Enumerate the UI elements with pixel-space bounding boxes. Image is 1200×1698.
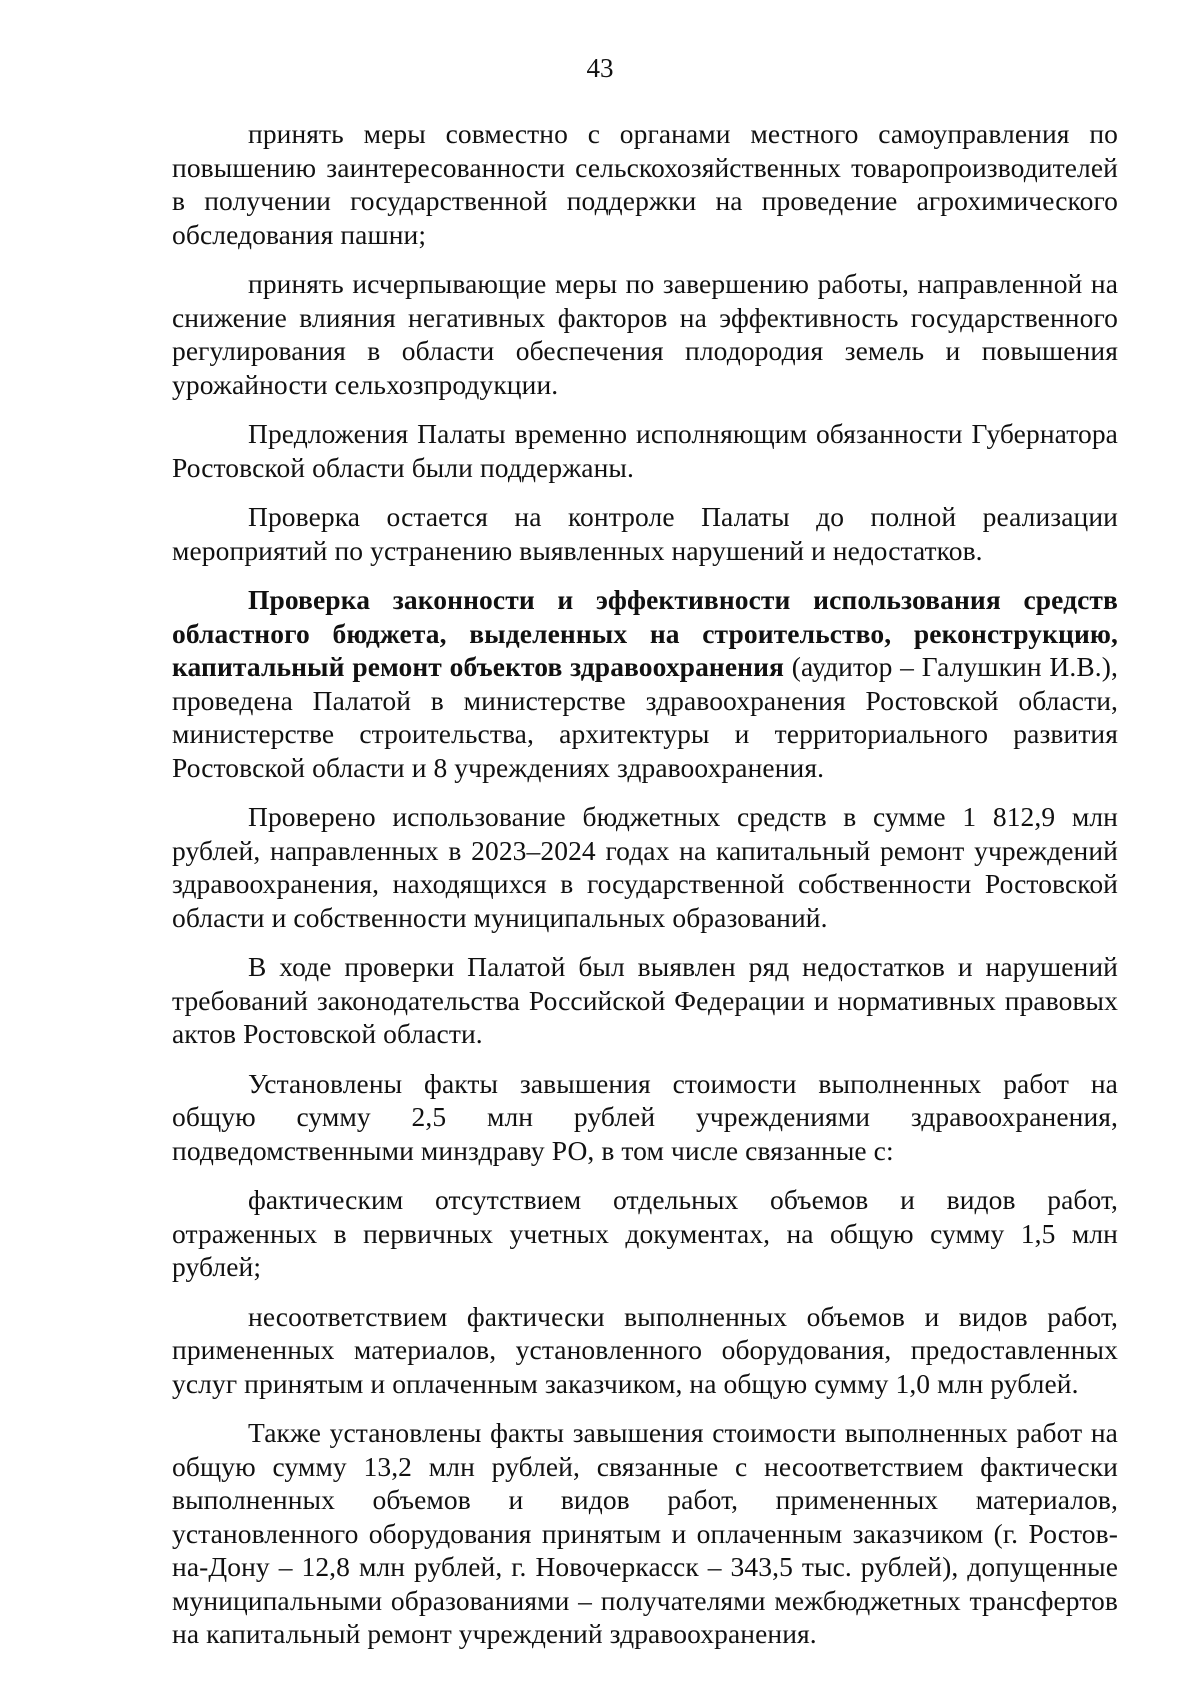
paragraph	[172, 1300, 1118, 1401]
page-number: 43	[586, 53, 614, 83]
paragraph-text: В ходе проверки Палатой был выявлен ряд недостатков и нарушений требований законодательства Российской Федерации и нормативных правовых актов Ростовской области.	[172, 951, 1118, 1049]
paragraph-text: Проверка остается на контроле Палаты до полной реализации мероприятий по устранению выявленных нарушений и недостатков.	[172, 501, 1118, 566]
paragraph-text: Установлены факты завышения стоимости выполненных работ на общую сумму 2,5 млн рублей учреждениями здравоохранения, подведомственными минздраву РО, в том числе связанные с:	[172, 1067, 1118, 1166]
paragraph-text: (аудитор – Галушкин И.В.), проведена Палатой в министерстве здравоохранения Ростовской области, министерстве строительства, архитектуры и территориального развития Ростовской области и 8 учреждениях здравоохранения.	[172, 651, 1119, 783]
paragraph	[172, 1183, 1118, 1284]
paragraph-text: принять исчерпывающие меры по завершению работы, направленной на снижение влияния негативных факторов на эффективность государственного регулирования в области обеспечения плодородия земель и повышения урожайности сельхозпродукции.	[172, 268, 1118, 400]
paragraph-audit-heading	[172, 583, 1118, 784]
paragraph-text: Проверено использование бюджетных средств в сумме 1 812,9 млн рублей, направленных в 2023–2024 годах на капитальный ремонт учреждений здравоохранения, находящихся в государственной собственности Ростовской области и собственности муниципальных образований.	[172, 801, 1118, 933]
page-body	[172, 117, 1118, 1667]
paragraph	[172, 950, 1118, 1051]
paragraph	[172, 1416, 1118, 1651]
audit-title-bold: Проверка законности и эффективности использования средств областного бюджета, выделенных на строительство, реконструкцию, капитальный ремонт объектов здравоохранения	[172, 584, 1118, 682]
paragraph	[172, 800, 1118, 934]
paragraph-text: несоответствием фактически выполненных объемов и видов работ, примененных материалов, установленного оборудования, предоставленных услуг принятым и оплаченным заказчиком, на общую сумму 1,0 млн рублей.	[172, 1300, 1118, 1399]
paragraph	[172, 117, 1118, 251]
paragraph-text: фактическим отсутствием отдельных объемов и видов работ, отраженных в первичных учетных документах, на общую сумму 1,5 млн рублей;	[172, 1184, 1118, 1282]
paragraph-text: Предложения Палаты временно исполняющим обязанности Губернатора Ростовской области были поддержаны.	[172, 418, 1118, 483]
paragraph	[172, 417, 1118, 484]
paragraph-text: принять меры совместно с органами местного самоуправления по повышению заинтересованности сельскохозяйственных товаропроизводителей в получении государственной поддержки на проведение агрохимического обследования пашни;	[172, 118, 1118, 250]
paragraph-text: Также установлены факты завышения стоимости выполненных работ на общую сумму 13,2 млн рублей, связанные с несоответствием фактически выполненных объемов и видов работ, примененных материалов, установленного оборудования принятым и оплаченным заказчиком (г. Ростов-на-Дону – 12,8 млн рублей, г. Новочеркасск – 343,5 тыс. рублей), допущенные муниципальными образованиями – получателями межбюджетных трансфертов на капитальный ремонт учреждений здравоохранения.	[172, 1417, 1118, 1649]
paragraph	[172, 267, 1118, 401]
paragraph	[172, 1067, 1118, 1168]
paragraph	[172, 500, 1118, 567]
